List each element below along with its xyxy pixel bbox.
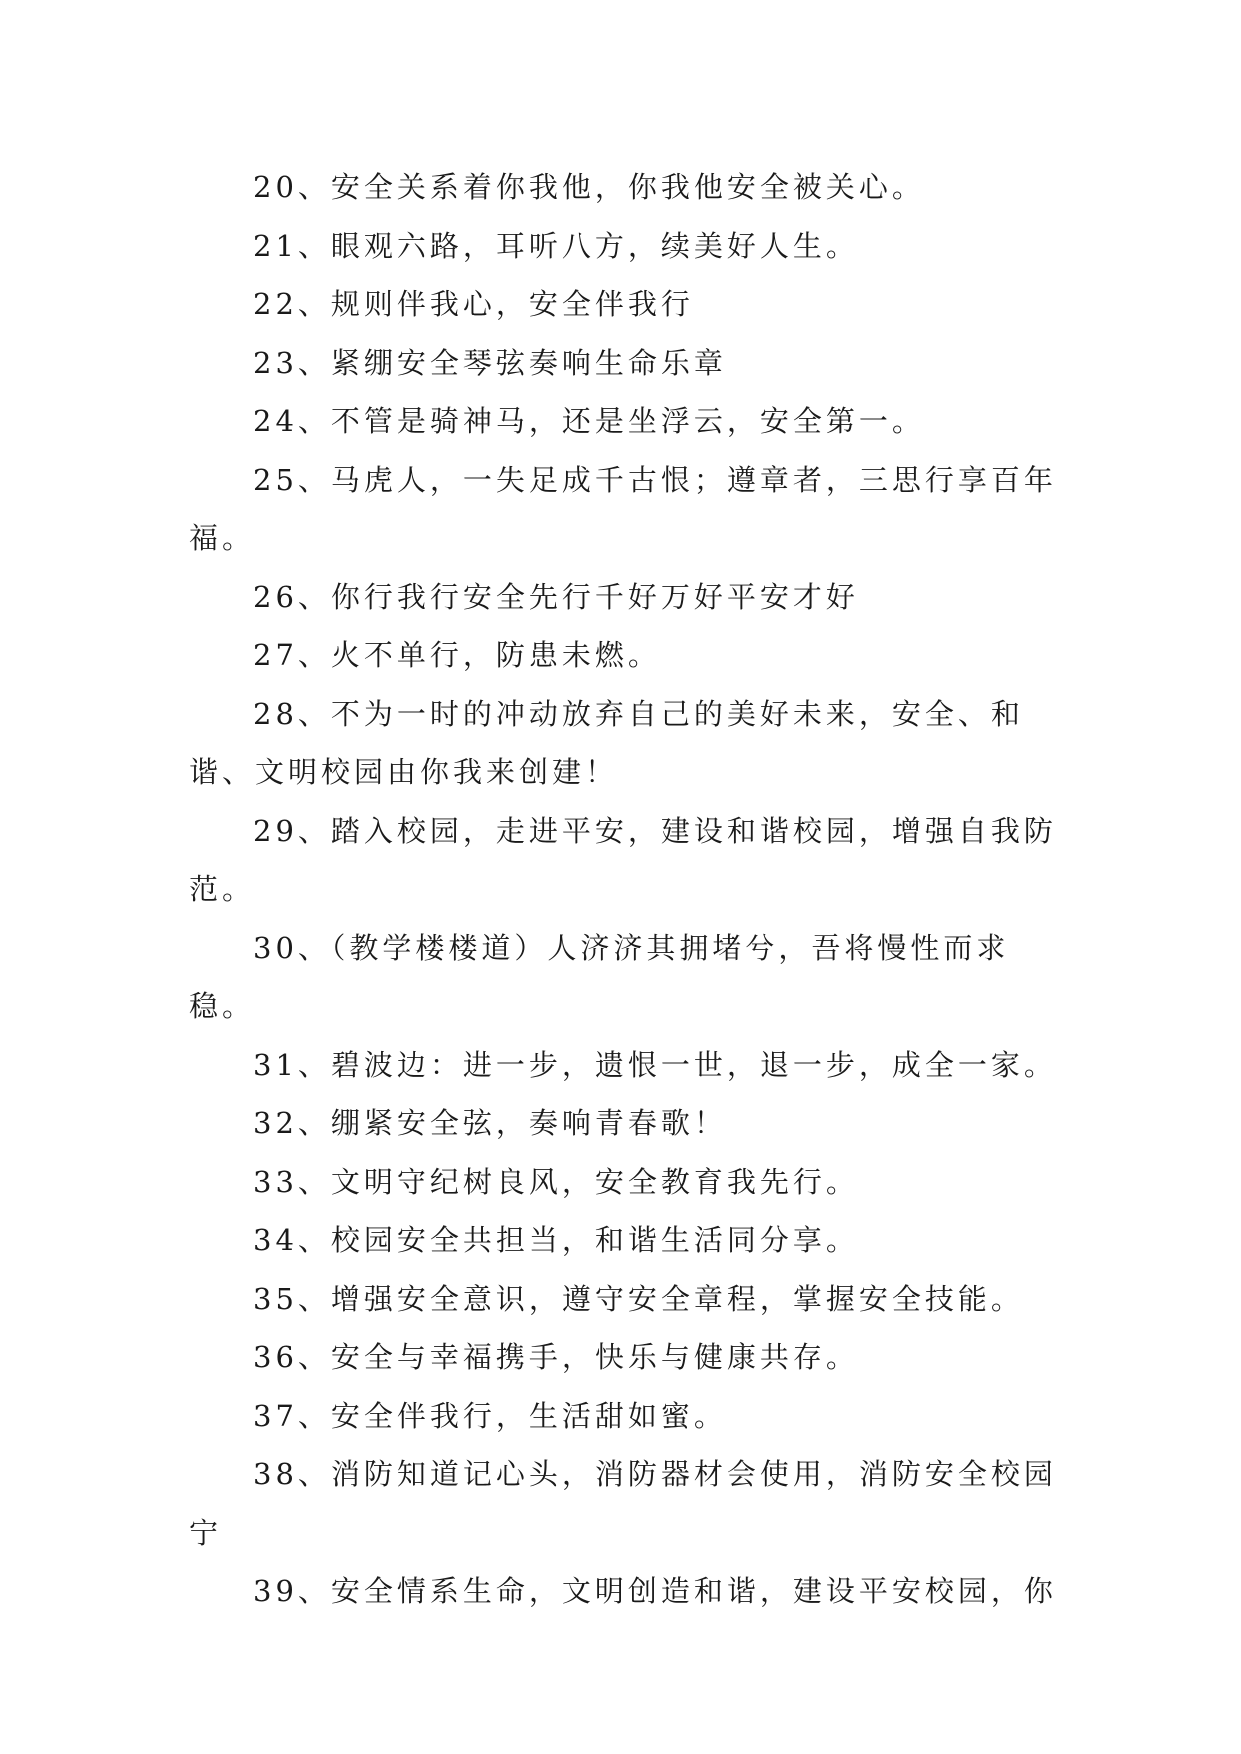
slogan-item-23: 23、紧绷安全琴弦奏响生命乐章 xyxy=(253,345,727,380)
slogan-item-31: 31、碧波边：进一步，遗恨一世，退一步，成全一家。 xyxy=(253,1047,1057,1082)
slogan-item-29: 29、踏入校园，走进平安，建设和谐校园，增强自我防范。 xyxy=(189,813,1057,906)
slogan-item-25: 25、马虎人，一失足成千古恨；遵章者，三思行享百年福。 xyxy=(189,462,1057,555)
slogan-item-24: 24、不管是骑神马，还是坐浮云，安全第一。 xyxy=(253,404,925,438)
slogan-item-22: 22、规则伴我心，安全伴我行 xyxy=(253,287,694,321)
slogan-item-35: 35、增强安全意识，遵守安全章程，掌握安全技能。 xyxy=(253,1281,1024,1316)
slogan-item-32: 32、绷紧安全弦，奏响青春歌！ xyxy=(253,1106,727,1140)
slogan-item-33: 33、文明守纪树良风，安全教育我先行。 xyxy=(253,1164,859,1199)
slogan-item-21: 21、眼观六路，耳听八方，续美好人生。 xyxy=(253,228,859,263)
slogan-item-39: 39、安全情系生命，文明创造和谐，建设平安校园，你 xyxy=(253,1574,1057,1608)
slogan-item-30: 30、（教学楼楼道）人济济其拥堵兮，吾将慢性而求稳。 xyxy=(189,930,1010,1023)
slogan-list xyxy=(189,158,1069,1621)
slogan-item-28: 28、不为一时的冲动放弃自己的美好未来，安全、和谐、文明校园由你我来创建！ xyxy=(189,696,1024,789)
slogan-item-34: 34、校园安全共担当，和谐生活同分享。 xyxy=(253,1223,859,1257)
slogan-item-38: 38、消防知道记心头，消防器材会使用，消防安全校园宁 xyxy=(189,1457,1057,1550)
slogan-item-27: 27、火不单行，防患未燃。 xyxy=(253,638,661,672)
slogan-item-26: 26、你行我行安全先行千好万好平安才好 xyxy=(253,579,859,614)
slogan-item-20: 20、安全关系着你我他，你我他安全被关心。 xyxy=(253,170,925,204)
slogan-item-37: 37、安全伴我行，生活甜如蜜。 xyxy=(253,1398,727,1433)
slogan-item-36: 36、安全与幸福携手，快乐与健康共存。 xyxy=(253,1340,859,1374)
